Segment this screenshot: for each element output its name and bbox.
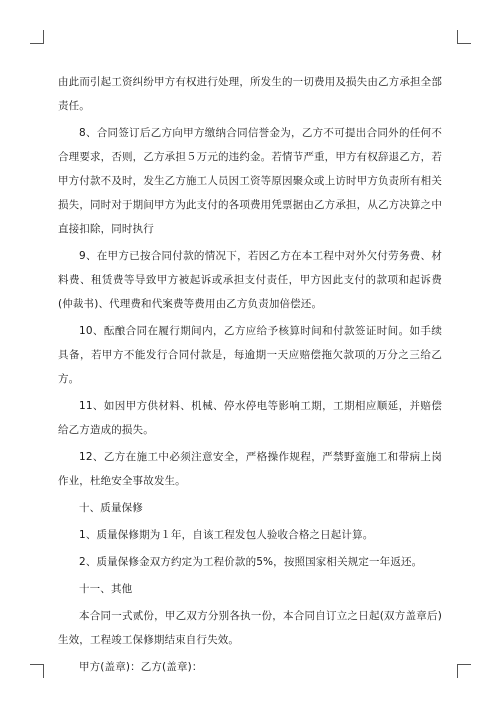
- paragraph-continuation: 由此而引起工资纠纷甲方有权进行处理，所发生的一切费用及损失由乙方承担全部责任。: [58, 76, 442, 112]
- crop-mark-top-left: [30, 30, 44, 44]
- paragraph-clause-8: 8、合同签订后乙方向甲方缴纳合同信誉金为，乙方不可提出合同外的任何不合理要求，否则，乙方承担５万元的违约金。若情节严重，甲方有权辞退乙方，若甲方付款不及时，发生乙方施工人员因工资等原因聚众或上访时甲方负责所有相关损失，同时对于期间甲方为此支付的各项费用凭票据由乙方承担，从乙方决算之中直接扣除，同时执行: [58, 127, 442, 235]
- paragraph-clause-9: 9、在甲方已按合同付款的情况下，若因乙方在本工程中对外欠付劳务费、材料费、租赁费等导致甲方被起诉或承担支付责任，甲方因此支付的款项和起诉费(仲裁书)、代理费和代案费等费用由乙方负责加倍偿还。: [58, 250, 442, 310]
- document-body: [58, 70, 442, 682]
- paragraph-warranty-2: 2、质量保修金双方约定为工程价款的5%，按照国家相关规定一年返还。: [79, 556, 423, 568]
- paragraph-clause-11: 11、如因甲方供材料、机械、停水停电等影响工期，工期相应顺延，并赔偿给乙方造成的损失。: [58, 400, 442, 436]
- signature-line: 甲方(盖章)：乙方(盖章)：: [79, 661, 203, 673]
- section-heading-other: 十一、其他: [79, 583, 133, 595]
- section-heading-quality-warranty: 十、质量保修: [79, 502, 143, 514]
- paragraph-clause-10: 10、酝酿合同在履行期间内，乙方应给予核算时间和付款签证时间。如手续具备，若甲方不能发行合同付款是，每逾期一天应赔偿拖欠款项的万分之三给乙方。: [58, 325, 442, 385]
- paragraph-warranty-1: 1、质量保修期为１年，自该工程发包人验收合格之日起计算。: [79, 529, 374, 541]
- crop-mark-bottom-left: [30, 664, 44, 678]
- crop-mark-top-right: [457, 30, 471, 44]
- crop-mark-bottom-right: [457, 664, 471, 678]
- paragraph-other-copies: 本合同一式贰份，甲乙双方分别各执一份，本合同自订立之日起(双方盖章后)生效，工程竣工保修期结束自行失效。: [58, 610, 442, 646]
- paragraph-clause-12: 12、乙方在施工中必须注意安全，严格操作规程，严禁野蛮施工和带病上岗作业，杜绝安全事故发生。: [58, 451, 442, 487]
